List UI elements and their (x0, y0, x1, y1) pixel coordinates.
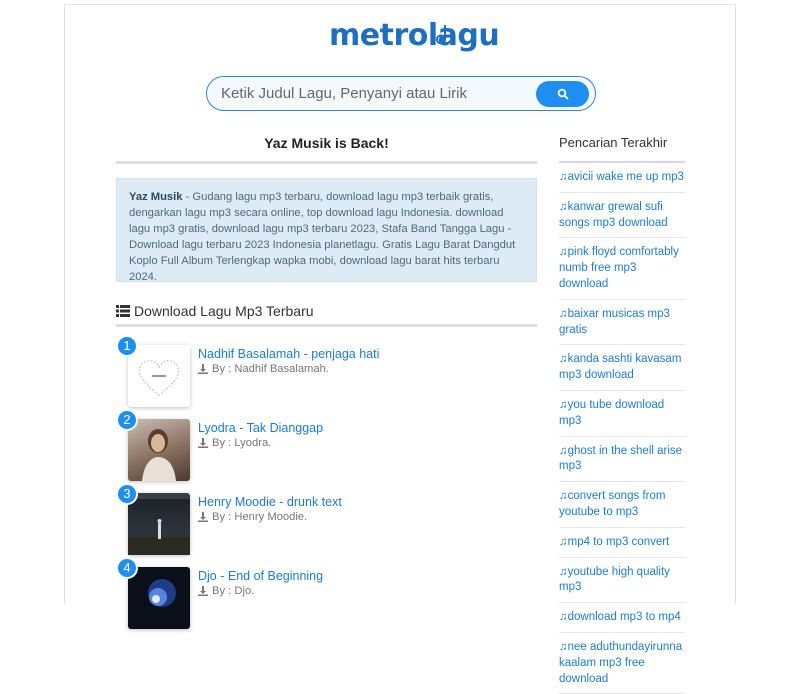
download-icon (198, 438, 208, 448)
music-note-icon: ♫ (559, 565, 568, 578)
recent-search-label: avicii wake me up mp3 (567, 171, 684, 183)
list-item[interactable] (116, 409, 537, 483)
page-container (64, 4, 736, 685)
search-button[interactable] (536, 81, 589, 107)
song-artist-label: By : Lyodra. (212, 437, 272, 449)
rank-badge: 3 (116, 483, 138, 505)
download-icon (198, 364, 208, 374)
recent-search-label: pink floyd comfortably numb free mp3 download (559, 246, 679, 290)
album-cover[interactable] (128, 419, 190, 481)
recent-search-link[interactable] (559, 163, 685, 193)
rank-badge: 4 (116, 557, 138, 579)
recent-search-label: nee aduthundayirunna kaalam mp3 free download (559, 640, 683, 685)
section-title (116, 298, 537, 324)
album-cover[interactable] (128, 567, 190, 629)
about-box (116, 178, 537, 282)
recent-search-link[interactable] (559, 193, 685, 239)
rank-badge: 1 (116, 335, 138, 357)
song-title-link[interactable]: Djo - End of Beginning (198, 569, 324, 583)
song-artist-label: By : Djo. (212, 585, 255, 597)
music-note-icon: ♫ (559, 200, 568, 213)
song-title-link[interactable]: Lyodra - Tak Dianggap (198, 421, 324, 435)
song-title-link[interactable]: Henry Moodie - drunk text (198, 495, 342, 509)
song-list (116, 335, 537, 631)
song-artist-label: By : Henry Moodie. (212, 511, 308, 523)
list-icon (116, 305, 130, 317)
logo-text: metrolagu (329, 18, 500, 53)
music-note-icon: ♫ (559, 171, 568, 183)
sidebar-title: Pencarian Terakhir (559, 135, 668, 150)
music-note-icon: ♫ (559, 490, 568, 503)
search-bar (206, 76, 596, 111)
recent-search-link[interactable] (559, 633, 685, 694)
search-input[interactable] (221, 77, 521, 110)
section-title-label: Download Lagu Mp3 Terbaru (134, 303, 314, 319)
divider (116, 161, 537, 164)
site-logo[interactable] (65, 15, 735, 60)
song-title-link[interactable]: Nadhif Basalamah - penjaga hati (198, 347, 380, 361)
about-text: - Gudang lagu mp3 terbaru, download lagu mp3 terbaik gratis, dengarkan lagu mp3 secara online, top download lagu Indonesia. download lagu mp3 gratis, download lagu mp3 terbaru 2023, Stafa Band Tangga Lagu - Download lagu terbaru 2023 Indonesia planetlagu. Gratis Lagu Barat Dangdut Koplo Full Album Terlengkap wapka mobi, download lagu barat hits terbaru 2024. (129, 191, 516, 283)
music-note-icon: ♫ (559, 640, 568, 653)
song-artist (198, 585, 254, 597)
recent-search-link[interactable] (559, 238, 685, 299)
music-note-icon: ♫ (559, 353, 568, 366)
recent-search-label: you tube download mp3 (559, 398, 665, 427)
sidebar-recent-searches (559, 131, 685, 694)
album-cover[interactable] (128, 345, 190, 407)
recent-search-label: kanwar grewal sufi songs mp3 download (559, 200, 668, 229)
about-brand: Yaz Musik (129, 191, 183, 203)
metrolagu-logo (325, 15, 500, 55)
recent-search-label: youtube high quality mp3 (559, 565, 670, 594)
list-item[interactable] (116, 335, 537, 409)
music-note-icon: ♫ (559, 444, 568, 457)
recent-search-link[interactable] (559, 391, 685, 437)
list-item[interactable] (116, 483, 537, 557)
recent-search-link[interactable] (559, 300, 685, 346)
song-artist (198, 511, 307, 523)
song-artist (198, 437, 271, 449)
music-note-icon: ♫ (559, 307, 568, 320)
recent-search-link[interactable] (559, 345, 685, 391)
recent-search-link[interactable] (559, 528, 685, 558)
search-icon (557, 88, 569, 100)
recent-search-link[interactable] (559, 603, 685, 633)
rank-badge: 2 (116, 409, 138, 431)
music-note-icon: ♫ (559, 398, 568, 411)
recent-search-label: download mp3 to mp4 (567, 611, 681, 624)
page-title: Yaz Musik is Back! (264, 135, 389, 151)
recent-search-label: ghost in the shell arise mp3 (559, 444, 683, 473)
download-icon (198, 586, 208, 596)
recent-search-link[interactable] (559, 558, 685, 604)
song-artist-label: By : Nadhif Basalamah. (212, 363, 329, 375)
recent-search-link[interactable] (559, 437, 685, 483)
recent-search-label: mp4 to mp3 convert (567, 535, 670, 548)
song-artist (198, 363, 329, 375)
music-note-icon: ♫ (559, 246, 568, 259)
music-note-icon: ♫ (559, 611, 568, 624)
download-icon (198, 512, 208, 522)
recent-search-list (559, 163, 685, 694)
recent-search-label: kanda sashti kavasam mp3 download (559, 353, 682, 382)
recent-search-label: convert songs from youtube to mp3 (559, 490, 666, 518)
divider (116, 324, 537, 327)
recent-search-link[interactable] (559, 482, 685, 528)
album-cover[interactable] (128, 493, 190, 555)
recent-search-label: baixar musicas mp3 gratis (559, 307, 670, 336)
list-item[interactable] (116, 557, 537, 631)
music-note-icon: ♫ (559, 535, 568, 548)
main-content (116, 131, 537, 631)
